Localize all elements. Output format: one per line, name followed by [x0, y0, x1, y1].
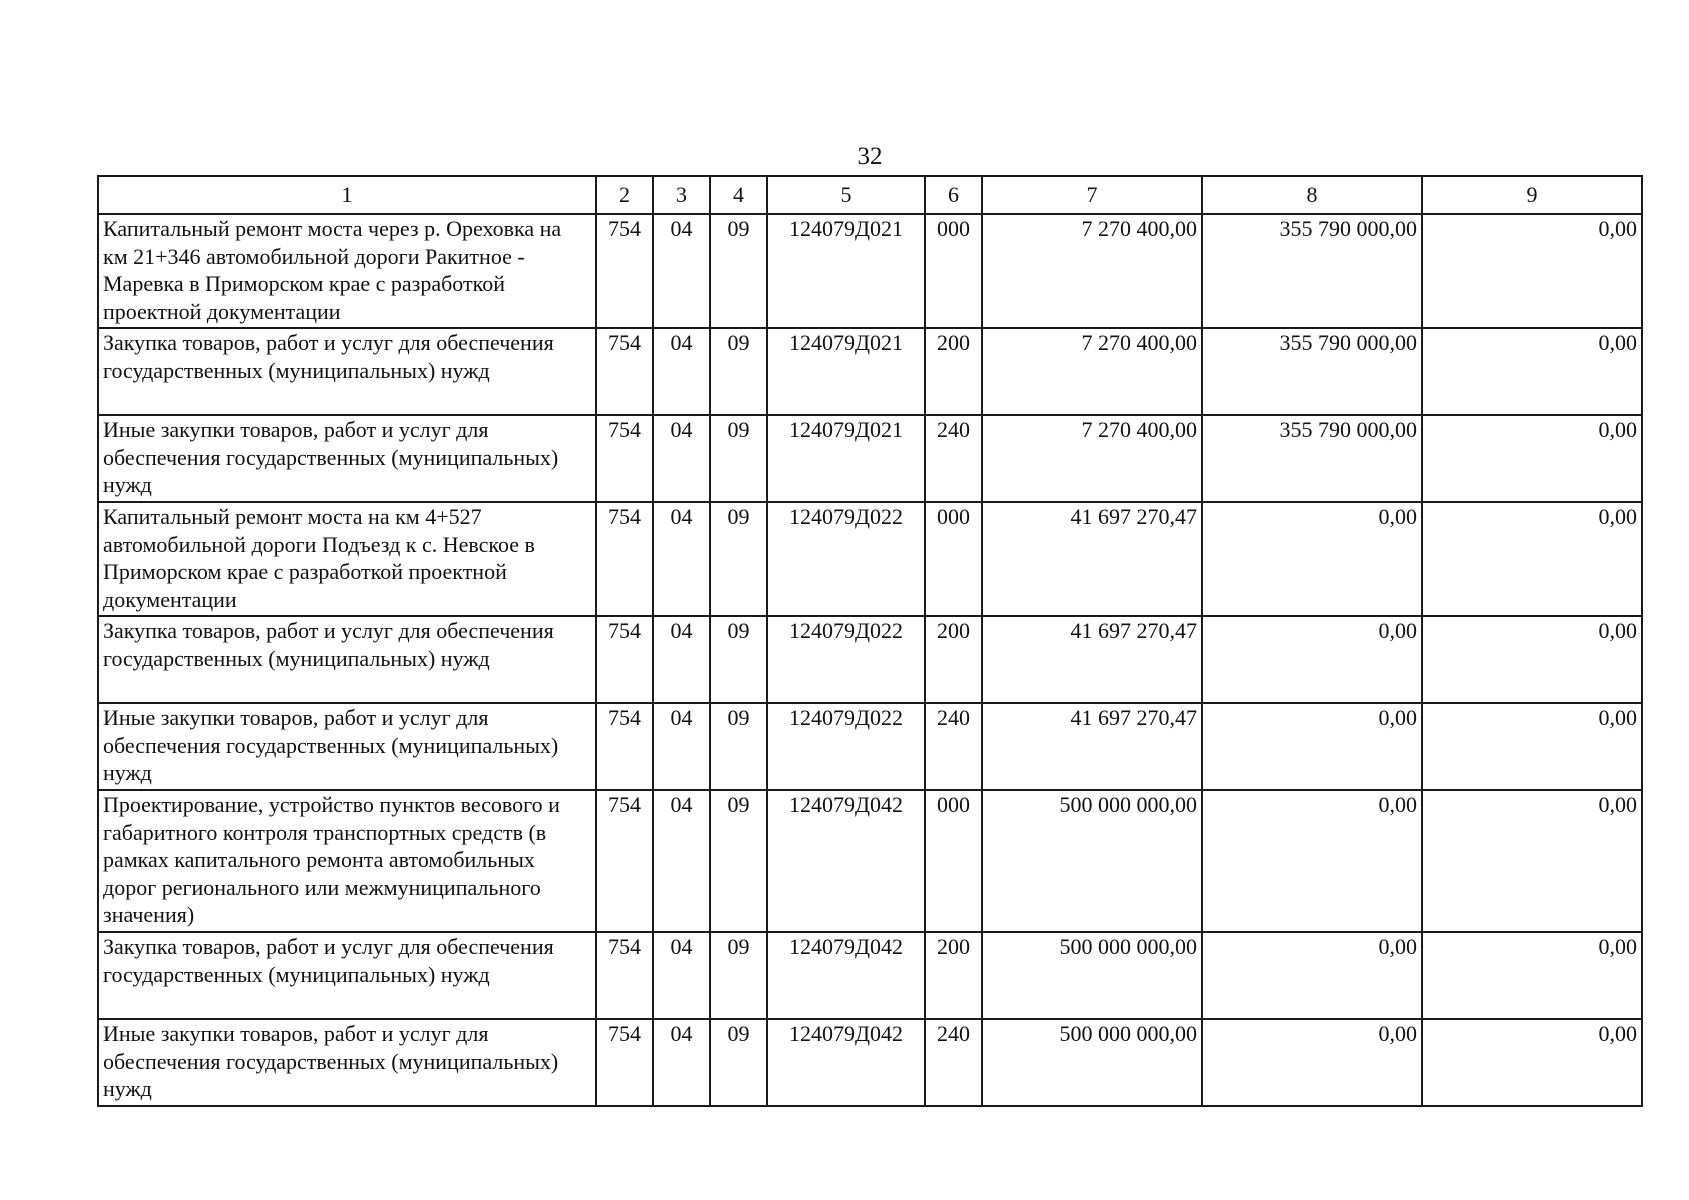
subsection-code: 09 [710, 616, 767, 703]
amount-col7: 41 697 270,47 [982, 703, 1202, 790]
amount-col8: 0,00 [1202, 502, 1422, 616]
subsection-code: 09 [710, 932, 767, 1019]
table-row [98, 328, 1642, 415]
expense-type-code: 200 [925, 616, 982, 703]
subsection-code: 09 [710, 502, 767, 616]
section-code: 04 [653, 703, 710, 790]
target-article-code: 124079Д022 [767, 616, 925, 703]
item-name: Капитальный ремонт моста на км 4+527 автомобильной дороги Подъезд к с. Невское в Приморском крае с разработкой проектной документации [98, 502, 596, 616]
ministry-code: 754 [596, 932, 653, 1019]
amount-col9: 0,00 [1422, 1019, 1642, 1106]
column-header: 4 [710, 176, 767, 214]
table-row [98, 790, 1642, 932]
target-article-code: 124079Д021 [767, 214, 925, 328]
amount-col9: 0,00 [1422, 703, 1642, 790]
budget-table [97, 175, 1643, 1107]
amount-col8: 0,00 [1202, 1019, 1422, 1106]
section-code: 04 [653, 932, 710, 1019]
subsection-code: 09 [710, 328, 767, 415]
amount-col7: 500 000 000,00 [982, 1019, 1202, 1106]
table-row [98, 502, 1642, 616]
item-name: Проектирование, устройство пунктов весового и габаритного контроля транспортных средств (в рамках капитального ремонта автомобильных дорог регионального или межмуниципального значения) [98, 790, 596, 932]
expense-type-code: 200 [925, 328, 982, 415]
ministry-code: 754 [596, 328, 653, 415]
table-row [98, 214, 1642, 328]
column-header: 6 [925, 176, 982, 214]
target-article-code: 124079Д022 [767, 502, 925, 616]
column-header: 3 [653, 176, 710, 214]
target-article-code: 124079Д042 [767, 932, 925, 1019]
item-name: Закупка товаров, работ и услуг для обеспечения государственных (муниципальных) нужд [98, 932, 596, 1019]
expense-type-code: 000 [925, 502, 982, 616]
amount-col9: 0,00 [1422, 415, 1642, 502]
expense-type-code: 000 [925, 214, 982, 328]
expense-type-code: 240 [925, 703, 982, 790]
subsection-code: 09 [710, 703, 767, 790]
ministry-code: 754 [596, 703, 653, 790]
target-article-code: 124079Д042 [767, 1019, 925, 1106]
ministry-code: 754 [596, 502, 653, 616]
section-code: 04 [653, 616, 710, 703]
amount-col8: 355 790 000,00 [1202, 328, 1422, 415]
item-name: Капитальный ремонт моста через р. Ореховка на км 21+346 автомобильной дороги Ракитное - Маревка в Приморском крае с разработкой проектной документации [98, 214, 596, 328]
column-header: 8 [1202, 176, 1422, 214]
subsection-code: 09 [710, 790, 767, 932]
item-name: Иные закупки товаров, работ и услуг для обеспечения государственных (муниципальных) нужд [98, 703, 596, 790]
subsection-code: 09 [710, 1019, 767, 1106]
target-article-code: 124079Д021 [767, 415, 925, 502]
item-name: Закупка товаров, работ и услуг для обеспечения государственных (муниципальных) нужд [98, 328, 596, 415]
section-code: 04 [653, 1019, 710, 1106]
amount-col8: 0,00 [1202, 616, 1422, 703]
ministry-code: 754 [596, 214, 653, 328]
expense-type-code: 240 [925, 415, 982, 502]
item-name: Иные закупки товаров, работ и услуг для обеспечения государственных (муниципальных) нужд [98, 415, 596, 502]
table-row [98, 932, 1642, 1019]
table-row [98, 415, 1642, 502]
table-row [98, 1019, 1642, 1106]
section-code: 04 [653, 502, 710, 616]
amount-col7: 7 270 400,00 [982, 214, 1202, 328]
subsection-code: 09 [710, 415, 767, 502]
amount-col9: 0,00 [1422, 616, 1642, 703]
ministry-code: 754 [596, 1019, 653, 1106]
amount-col7: 41 697 270,47 [982, 502, 1202, 616]
target-article-code: 124079Д042 [767, 790, 925, 932]
item-name: Иные закупки товаров, работ и услуг для обеспечения государственных (муниципальных) нужд [98, 1019, 596, 1106]
amount-col9: 0,00 [1422, 502, 1642, 616]
ministry-code: 754 [596, 790, 653, 932]
section-code: 04 [653, 415, 710, 502]
section-code: 04 [653, 790, 710, 932]
expense-type-code: 240 [925, 1019, 982, 1106]
amount-col7: 41 697 270,47 [982, 616, 1202, 703]
amount-col8: 0,00 [1202, 703, 1422, 790]
column-header: 1 [98, 176, 596, 214]
amount-col9: 0,00 [1422, 214, 1642, 328]
expense-type-code: 200 [925, 932, 982, 1019]
column-header: 5 [767, 176, 925, 214]
table-row [98, 616, 1642, 703]
target-article-code: 124079Д022 [767, 703, 925, 790]
section-code: 04 [653, 214, 710, 328]
subsection-code: 09 [710, 214, 767, 328]
amount-col8: 0,00 [1202, 790, 1422, 932]
ministry-code: 754 [596, 616, 653, 703]
amount-col9: 0,00 [1422, 790, 1642, 932]
amount-col9: 0,00 [1422, 932, 1642, 1019]
section-code: 04 [653, 328, 710, 415]
table-row [98, 703, 1642, 790]
amount-col8: 0,00 [1202, 932, 1422, 1019]
amount-col7: 7 270 400,00 [982, 328, 1202, 415]
amount-col8: 355 790 000,00 [1202, 415, 1422, 502]
item-name: Закупка товаров, работ и услуг для обеспечения государственных (муниципальных) нужд [98, 616, 596, 703]
header-row [98, 176, 1642, 214]
amount-col7: 500 000 000,00 [982, 790, 1202, 932]
target-article-code: 124079Д021 [767, 328, 925, 415]
ministry-code: 754 [596, 415, 653, 502]
amount-col7: 7 270 400,00 [982, 415, 1202, 502]
expense-type-code: 000 [925, 790, 982, 932]
column-header: 2 [596, 176, 653, 214]
page-number: 32 [857, 143, 883, 170]
amount-col9: 0,00 [1422, 328, 1642, 415]
column-header: 9 [1422, 176, 1642, 214]
amount-col7: 500 000 000,00 [982, 932, 1202, 1019]
amount-col8: 355 790 000,00 [1202, 214, 1422, 328]
column-header: 7 [982, 176, 1202, 214]
